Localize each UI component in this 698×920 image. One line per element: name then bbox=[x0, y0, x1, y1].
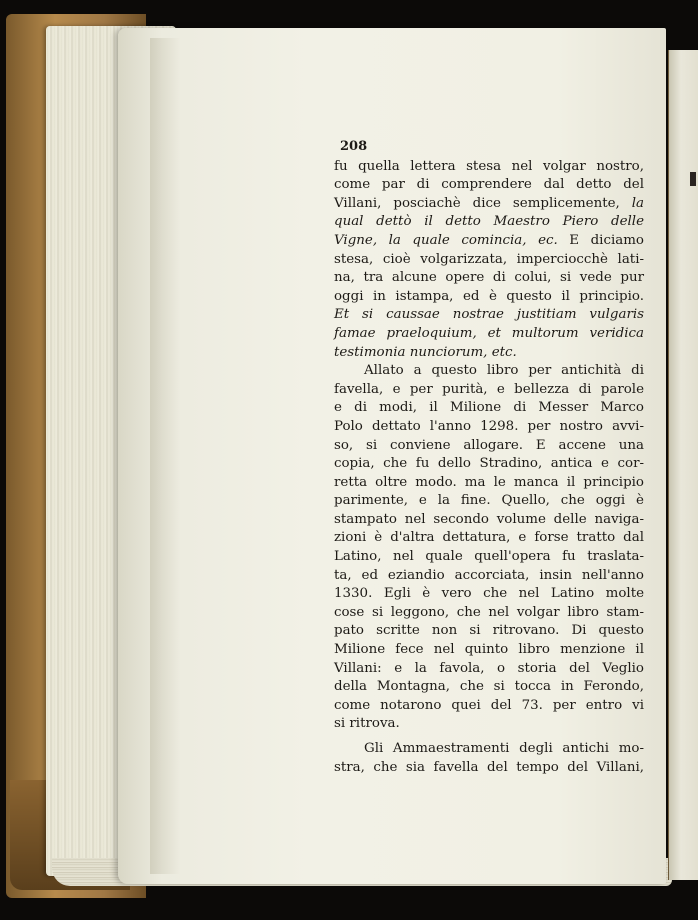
text-segment: stesa, cioè volgarizzata, imperciocchè lati- bbox=[334, 251, 644, 267]
text-segment: 1330. Egli è vero che nel Latino molte bbox=[334, 586, 644, 602]
text-segment: fu quella lettera stesa nel volgar nostro, bbox=[334, 158, 644, 174]
text-line bbox=[334, 511, 644, 530]
text-line bbox=[334, 381, 644, 400]
text-line bbox=[334, 740, 644, 759]
text-line bbox=[334, 759, 644, 778]
text-segment: retta oltre modo. ma le manca il principio bbox=[334, 474, 644, 490]
text-segment: e di modi, il Milione di Messer Marco bbox=[334, 400, 644, 416]
page-text-block bbox=[334, 138, 644, 777]
text-segment: si ritrova. bbox=[334, 716, 400, 732]
page-number: 208 bbox=[340, 139, 368, 154]
text-line bbox=[334, 641, 644, 660]
italic-text-segment: Vigne, la quale comincia, ec. bbox=[334, 232, 558, 248]
text-line bbox=[334, 548, 644, 567]
text-segment: Villani: e la favola, o storia del Veglio bbox=[334, 660, 644, 676]
text-line bbox=[334, 195, 644, 214]
text-line bbox=[334, 678, 644, 697]
text-line bbox=[334, 455, 644, 474]
text-segment: Villani, posciachè dice semplicemente, bbox=[334, 195, 632, 211]
text-line bbox=[334, 306, 644, 325]
text-segment: cose si leggono, che nel volgar libro stam- bbox=[334, 604, 644, 620]
text-line bbox=[334, 269, 644, 288]
text-line bbox=[334, 344, 644, 363]
text-line bbox=[334, 325, 644, 344]
text-segment: Milione fece nel quinto libro menzione il bbox=[334, 642, 644, 658]
italic-text-segment: famae praeloquium, et multorum veridica bbox=[334, 325, 644, 341]
text-segment: della Montagna, che si tocca in Ferondo, bbox=[334, 679, 644, 695]
text-segment: Allato a questo libro per antichità di bbox=[364, 363, 644, 379]
text-segment: come notarono quei del 73. per entro vi bbox=[334, 697, 644, 713]
text-line bbox=[334, 567, 644, 586]
text-line bbox=[334, 529, 644, 548]
text-line bbox=[334, 362, 644, 381]
text-line bbox=[334, 697, 644, 716]
italic-text-segment: testimonia nunciorum, etc. bbox=[334, 344, 517, 360]
text-segment: ta, ed eziandio accorciata, insin nell'anno bbox=[334, 567, 644, 583]
text-line bbox=[334, 660, 644, 679]
text-line bbox=[334, 492, 644, 511]
text-segment: copia, che fu dello Stradino, antica e cor- bbox=[334, 456, 644, 472]
text-line bbox=[334, 176, 644, 195]
text-segment: Polo dettato l'anno 1298. per nostro avvi- bbox=[334, 418, 644, 434]
text-segment: come par di comprendere dal detto del bbox=[334, 177, 644, 193]
text-line bbox=[334, 251, 644, 270]
text-segment: Gli Ammaestramenti degli antichi mo- bbox=[364, 741, 644, 756]
text-segment: na, tra alcune opere di colui, si vede pur bbox=[334, 270, 644, 286]
text-line bbox=[334, 585, 644, 604]
text-segment: favella, e per purità, e bellezza di parole bbox=[334, 381, 644, 397]
text-line bbox=[334, 715, 644, 734]
text-line bbox=[334, 622, 644, 641]
page-gutter-shadow bbox=[150, 38, 180, 874]
text-segment: oggi in istampa, ed è questo il principio. bbox=[334, 288, 644, 304]
text-segment: zioni è d'altra dettatura, e forse tratto dal bbox=[334, 530, 644, 546]
text-segment: so, si conviene allogare. E accene una bbox=[334, 437, 644, 453]
italic-text-segment: Et si caussae nostrae justitiam vulgaris bbox=[334, 307, 644, 323]
text-lines bbox=[334, 158, 644, 778]
text-line bbox=[334, 232, 644, 251]
text-segment: parimente, e la fine. Quello, che oggi è bbox=[334, 493, 644, 509]
text-line bbox=[334, 399, 644, 418]
text-segment: Latino, nel quale quell'opera fu traslata- bbox=[334, 549, 644, 565]
text-line bbox=[334, 437, 644, 456]
text-line bbox=[334, 418, 644, 437]
text-line bbox=[334, 604, 644, 623]
text-line bbox=[334, 213, 644, 232]
italic-text-segment: qual dettò il detto Maestro Piero delle bbox=[334, 214, 644, 230]
facing-page-ink-mark bbox=[690, 172, 696, 186]
text-line bbox=[334, 158, 644, 177]
text-segment: E diciamo bbox=[557, 232, 644, 248]
text-segment: stra, che sia favella del tempo del Villani, bbox=[334, 759, 644, 775]
text-segment: pato scritte non si ritrovano. Di questo bbox=[334, 623, 644, 639]
italic-text-segment: la bbox=[631, 195, 644, 211]
text-line bbox=[334, 288, 644, 307]
text-segment: stampato nel secondo volume delle naviga- bbox=[334, 511, 644, 527]
text-line bbox=[334, 474, 644, 493]
